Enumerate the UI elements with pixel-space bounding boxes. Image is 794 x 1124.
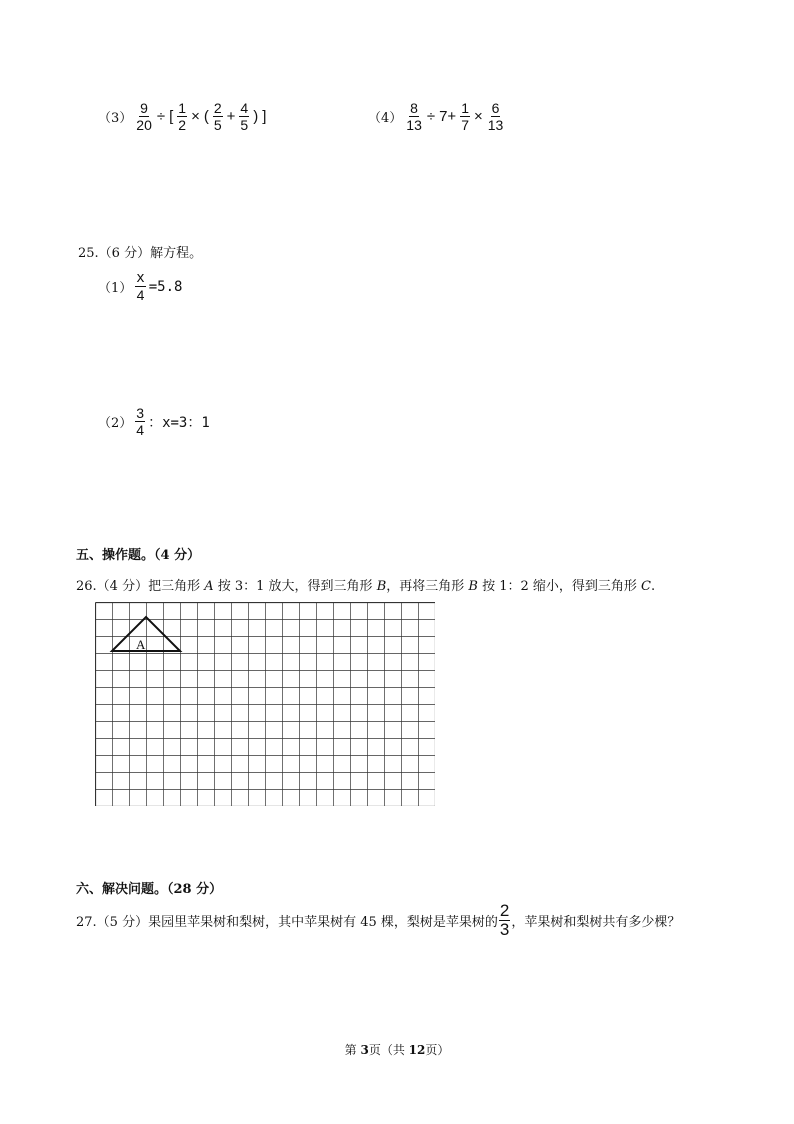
seven-plus: 7+: [439, 108, 457, 125]
page-footer: [0, 1041, 794, 1058]
drawing-grid[interactable]: [95, 602, 435, 806]
q25-part2-equation: [98, 405, 210, 438]
fraction-9-20: [135, 100, 153, 133]
numerator: 3: [136, 405, 145, 421]
q24-part3-label: （3）: [98, 111, 133, 126]
triangle-a: [112, 617, 180, 651]
q26-mid1: 按 3：1 放大，得到三角形: [213, 579, 377, 594]
fraction-1-2: [177, 100, 187, 133]
q25-part1-equation: [98, 270, 182, 303]
denominator: 4: [136, 287, 145, 303]
q26-text: [76, 575, 655, 594]
times-sign: ×: [191, 108, 200, 125]
right-bracket: ]: [262, 108, 267, 125]
denominator: 5: [213, 117, 222, 133]
footer-post: 页）: [425, 1043, 450, 1057]
numerator: 9: [140, 100, 148, 116]
times-sign: ×: [474, 108, 483, 125]
q24-part4-label: （4）: [368, 111, 403, 126]
left-bracket: [: [169, 108, 174, 125]
q25-part1-label: （1）: [98, 281, 133, 296]
denominator: 3: [499, 920, 510, 939]
q27-before: 27.（5 分）果园里苹果树和梨树，其中苹果树有 45 棵，梨树是苹果树的: [76, 915, 498, 930]
fraction-1-7: [460, 100, 470, 133]
numerator: 4: [240, 100, 249, 116]
denominator: 5: [240, 117, 249, 133]
numerator: 2: [499, 901, 510, 920]
triangle-c-ref: C: [641, 579, 651, 594]
triangle-b-ref-2: B: [468, 579, 478, 594]
q26-prefix: 26.（4 分）把三角形: [76, 579, 205, 594]
section-six-heading: 六、解决问题。（28 分）: [76, 882, 223, 897]
numerator: 1: [461, 100, 469, 116]
denominator: 7: [461, 117, 469, 133]
fraction-3-4: [135, 405, 145, 438]
numerator: 6: [491, 100, 500, 116]
denominator: 2: [178, 117, 187, 133]
divide-sign: ÷: [156, 108, 166, 125]
triangle-a-label: A: [136, 637, 146, 652]
triangle-b-ref: B: [376, 579, 387, 594]
fraction-x-4: [135, 270, 145, 303]
numerator: 8: [410, 100, 418, 116]
triangle-a-ref: A: [204, 579, 214, 594]
fraction-8-13: [405, 100, 423, 133]
denominator: 4: [136, 422, 145, 438]
footer-pre: 第: [344, 1043, 361, 1057]
fraction-6-13: [487, 100, 505, 133]
denominator: 13: [406, 117, 422, 133]
fraction-2-5: [213, 100, 223, 133]
denominator: 13: [487, 117, 504, 133]
q26-mid3: 按 1：2 缩小，得到三角形: [477, 579, 642, 594]
footer-total-pages: 12: [408, 1043, 426, 1057]
equation-rest: ：x=3：1: [148, 414, 210, 431]
divide-sign: ÷: [426, 108, 436, 125]
q25-part2-label: （2）: [98, 416, 133, 431]
footer-page-number: 3: [360, 1043, 369, 1057]
fraction-4-5: [239, 100, 249, 133]
numerator: x: [136, 270, 145, 286]
q24-part3-expression: [98, 100, 267, 133]
denominator: 20: [136, 117, 152, 133]
footer-mid: 页（共: [368, 1043, 409, 1057]
fraction-2-3: [499, 902, 510, 939]
q27-after: ，苹果树和梨树共有多少棵？: [511, 915, 681, 930]
numerator: 2: [213, 100, 222, 116]
section-five-heading: 五、操作题。（4 分）: [76, 548, 201, 563]
q24-part4-expression: [368, 100, 505, 133]
plus-sign: +: [226, 108, 236, 125]
q26-end: .: [650, 579, 656, 594]
numerator: 1: [178, 100, 187, 116]
q26-mid2: ，再将三角形: [386, 579, 469, 594]
q27-text: [76, 902, 680, 939]
grid-lines: [96, 603, 436, 807]
q25-heading: 25.（6 分）解方程。: [78, 246, 203, 261]
left-paren: (: [203, 108, 209, 125]
right-paren: ): [253, 108, 259, 125]
equation-rest: =5.8: [148, 278, 183, 295]
